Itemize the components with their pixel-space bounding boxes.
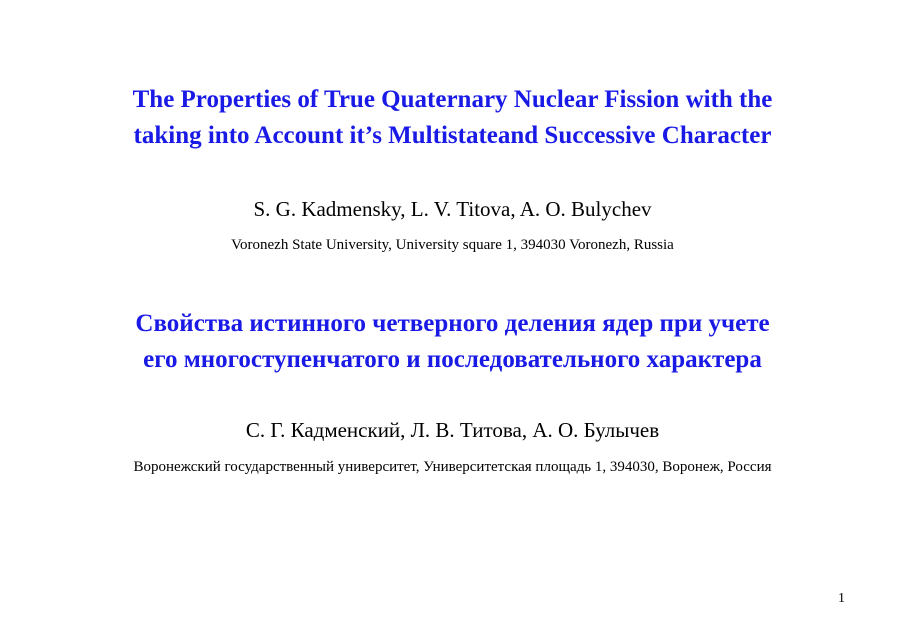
english-title bbox=[0, 82, 905, 154]
english-affiliation: Voronezh State University, University square 1, 394030 Voronezh, Russia bbox=[231, 237, 674, 253]
russian-title-line-1: Свойства истинного четверного деления ядер при учете bbox=[135, 310, 770, 337]
russian-title-line-2: его многоступенчатого и последовательного характера bbox=[143, 346, 762, 373]
english-title-line-1: The Properties of True Quaternary Nuclear Fission with the bbox=[132, 86, 773, 113]
russian-authors: С. Г. Кадменский, Л. В. Титова, А. О. Булычев bbox=[245, 418, 660, 442]
russian-affiliation: Воронежский государственный университет, Университетская площадь 1, 394030, Воронеж, Россия bbox=[133, 459, 772, 475]
english-authors: S. G. Kadmensky, L. V. Titova, A. O. Bulychev bbox=[253, 197, 652, 221]
english-title-line-2: taking into Account it’s Multistateand Successive Character bbox=[133, 122, 772, 149]
russian-title bbox=[0, 306, 905, 378]
page-number: 1 bbox=[838, 591, 845, 606]
